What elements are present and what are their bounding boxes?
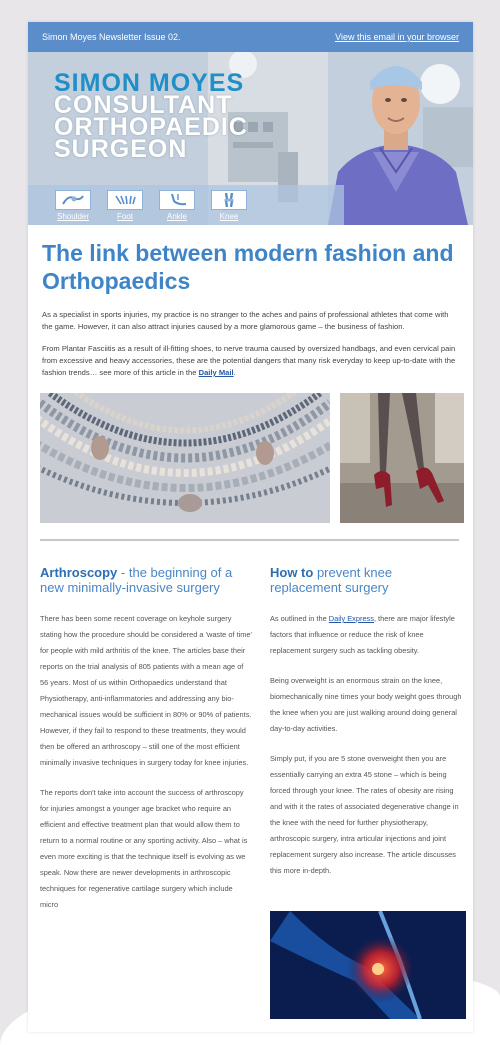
article-paragraph-2 xyxy=(42,343,459,379)
knee-replacement-title-rest: prevent knee replacement surgery xyxy=(270,565,393,595)
knee-paragraph-1-start: As outlined in the xyxy=(270,614,329,623)
nav-label-ankle: Ankle xyxy=(166,211,187,221)
article-images xyxy=(40,393,473,523)
nav-label-knee: Knee xyxy=(219,211,239,221)
daily-express-link[interactable]: Daily Express xyxy=(328,614,374,623)
arthroscopy-title xyxy=(40,565,252,595)
foot-xray-icon xyxy=(107,190,143,210)
knee-replacement-column xyxy=(270,565,466,1024)
article-paragraph-1: As a specialist in sports injuries, my practice is no stranger to the aches and pains of professional athletes that come with the game. However, it can also attract injuries caused by a more glamorous game – the business of fashion. xyxy=(42,310,449,331)
main-article xyxy=(28,225,473,379)
nav-item-shoulder[interactable] xyxy=(54,190,92,221)
nav-label-foot: Foot xyxy=(116,211,133,221)
arthroscopy-paragraph-1: There has been some recent coverage on keyhole surgery stating how the procedure should be considered a 'waste of time' for people with mild arthritis of the knee. The articles base their reports on the trial analysis of 805 patients with a mean age of 56 years. Most of us within Orthopaedics understand that Physiotherapy, anti-inflammatories and addressing any bio-mechanical issues would be sufficient in 80% or 90% of patients. However, if they fail to respond to these treatments, they would then be offered an arthroscopy – still one of the most efficient minimally invasive techniques in surgery today for knee injuries. xyxy=(40,614,252,767)
nav-item-knee[interactable] xyxy=(210,190,248,221)
knee-paragraph-2: Being overweight is an enormous strain on the knee, biomechanically nine times your body weight goes through the knee when you are just walking around doing general day-to-day activities. xyxy=(270,676,462,733)
knee-xray-icon xyxy=(211,190,247,210)
arthroscopy-title-rest: - the beginning of a new minimally-invasive surgery xyxy=(40,565,233,595)
nav-item-foot[interactable] xyxy=(106,190,144,221)
knee-replacement-title xyxy=(270,565,466,595)
high-heels-photo xyxy=(340,393,464,523)
shoulder-xray-icon xyxy=(55,190,91,210)
arthroscopy-column xyxy=(40,565,252,1024)
doctor-name: SIMON MOYES xyxy=(54,69,245,97)
article-paragraph-2-text: From Plantar Fasciitis as a result of ill-fitting shoes, to nerve trauma caused by oversized handbags, and even cervical pain from excessive and heavy accessories, these are the potential dangers that many risk everyday to keep up-to-date with the fashion trends… see more of this article in the xyxy=(42,344,456,377)
nav-item-ankle[interactable] xyxy=(158,190,196,221)
article-paragraph-2-end: . xyxy=(233,368,236,377)
ankle-xray-icon xyxy=(159,190,195,210)
knee-pain-illustration xyxy=(270,911,466,1019)
knee-paragraph-1 xyxy=(270,611,466,659)
necklaces-photo xyxy=(40,393,330,523)
body-part-nav xyxy=(28,185,344,225)
banner-title-line-1: CONSULTANT xyxy=(54,91,233,119)
knee-replacement-title-strong: How to xyxy=(270,565,314,580)
view-in-browser-link[interactable]: View this email in your browser xyxy=(335,32,459,42)
top-bar xyxy=(28,22,473,52)
issue-label: Simon Moyes Newsletter Issue 02. xyxy=(42,32,181,42)
knee-paragraph-1-end: , there are major lifestyle factors that influence or reduce the risk of knee replacement surgery such as tackling obesity. xyxy=(270,614,455,655)
daily-mail-link[interactable]: Daily Mail xyxy=(198,368,234,377)
article-headline: The link between modern fashion and Orthopaedics xyxy=(42,240,454,294)
two-column-section xyxy=(28,541,473,1024)
arthroscopy-title-strong: Arthroscopy xyxy=(40,565,118,580)
header-banner xyxy=(28,52,473,225)
knee-paragraph-3: Simply put, if you are 5 stone overweight then you are essentially carrying an extra 45 stone – which is being forced through your knee. The rates of obesity are rising and with it the rates of associated degenerative change in the knee with the need for further physiotherapy, arthroscopic surgery, intra articular injections and joint replacement surgery also increase. The article discusses this more in-depth. xyxy=(270,754,459,875)
banner-title-line-3: SURGEON xyxy=(54,135,188,163)
banner-title-line-2: ORTHOPAEDIC xyxy=(54,113,248,141)
arthroscopy-paragraph-2: The reports don't take into account the success of arthroscopy for injuries amongst a younger age bracket who require an efficient and effective treatment plan that would allow them to return to a normal routine or any sporting activity. Also – what is even more exciting is that the technique itself is evolving as we speak. Now there are newer developments in arthroscopic techniques for regenerative cartilage surgery which include micro xyxy=(40,788,248,909)
newsletter-email xyxy=(28,22,473,1032)
nav-label-shoulder: Shoulder xyxy=(56,211,90,221)
banner-title xyxy=(54,69,248,163)
